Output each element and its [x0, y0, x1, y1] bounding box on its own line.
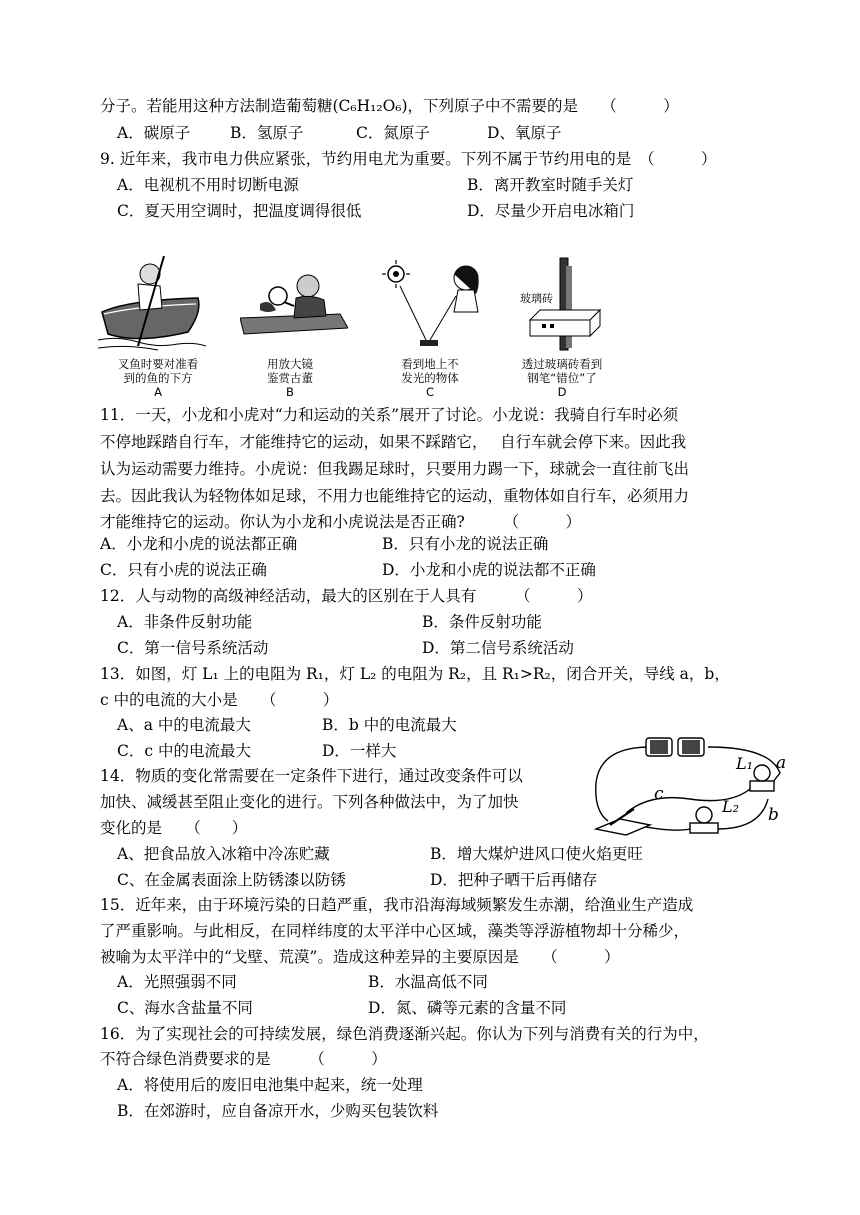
q13-option-d: D．一样大	[322, 742, 397, 760]
caption-letter-d: D	[557, 385, 567, 399]
q15-stem-line2: 了严重影响。与此相反，在同样纬度的太平洋中心区域，藻类等浮游植物却十分稀少，	[100, 922, 690, 940]
figure-caption-c	[372, 357, 488, 399]
q11-stem-line5: 才能维持它的运动。你认为小龙和小虎说法是否正确? （ ）	[100, 513, 582, 531]
q8-option-c: C．氮原子	[356, 124, 430, 142]
caption-d-line1: 透过玻璃砖看到	[521, 357, 603, 371]
circuit-label-l1: L₁	[736, 754, 754, 773]
q14-option-c: C、在金属表面涂上防锈漆以防锈	[117, 871, 346, 889]
q15-option-b: B．水温高低不同	[368, 973, 488, 991]
q14-stem-line1: 14．物质的变化常需要在一定条件下进行，通过改变条件可以	[100, 767, 523, 785]
caption-b-line2: 鉴赏古董	[267, 371, 313, 385]
caption-b-line1: 用放大镜	[267, 357, 313, 371]
q11-option-d: D．小龙和小虎的说法都不正确	[382, 561, 596, 579]
circuit-label-a: a	[776, 753, 787, 773]
q9-option-b: B．离开教室时随手关灯	[467, 176, 634, 194]
q15-option-d: D．氮、磷等元素的含量不同	[368, 999, 567, 1017]
q11-stem-line3: 认为运动需要力维持。小虎说：但我踢足球时，只要用力踢一下，球就会一直往前飞出	[100, 460, 690, 478]
q8-option-a: A．碳原子	[117, 124, 191, 142]
q12-option-b: B．条件反射功能	[422, 613, 542, 631]
caption-letter-b: B	[286, 385, 294, 399]
q15-option-a: A．光照强弱不同	[117, 973, 237, 991]
q15-stem-line3: 被喻为太平洋中的“戈壁、荒漠”。造成这种差异的主要原因是 （ ）	[100, 948, 620, 966]
glass-brick-label: 玻璃砖	[520, 292, 553, 305]
circuit-label-c: c	[654, 784, 664, 804]
q16-stem-line1: 16．为了实现社会的可持续发展，绿色消费逐渐兴起。你认为下列与消费有关的行为中，	[100, 1025, 709, 1043]
q12-option-c: C．第一信号系统活动	[117, 639, 269, 657]
caption-a-line1: 叉鱼时要对准看	[117, 357, 199, 371]
q14-stem-line2: 加快、减缓甚至阻止变化的进行。下列各种做法中，为了加快	[100, 793, 519, 811]
q12-option-d: D．第二信号系统活动	[422, 639, 574, 657]
q9-option-d: D．尽量少开启电冰箱门	[467, 202, 635, 220]
q16-option-b: B．在郊游时，应自备凉开水，少购买包装饮料	[117, 1102, 439, 1120]
caption-c-line1: 看到地上不	[401, 357, 459, 371]
caption-d-line2: 钢笔“错位”了	[527, 371, 597, 385]
q8-stem: 分子。若能用这种方法制造葡萄糖(C₆H₁₂O₆)，下列原子中不需要的是 （ ）	[100, 97, 679, 115]
q15-stem-line1: 15．近年来，由于环境污染的日趋严重，我市沿海海域频繁发生赤潮，给渔业生产造成	[100, 896, 694, 914]
q12-option-a: A．非条件反射功能	[117, 613, 253, 631]
q13-stem-line2: c 中的电流的大小是 （ ）	[100, 691, 339, 709]
q9-option-c: C．夏天用空调时，把温度调得很低	[117, 202, 362, 220]
q14-option-a: A、把食品放入冰箱中冷冻贮藏	[117, 845, 330, 863]
q11-stem-line1: 11．一天，小龙和小虎对“力和运动的关系”展开了讨论。小龙说：我骑自行车时必须	[100, 406, 679, 424]
q11-stem-line2: 不停地踩踏自行车，才能维持它的运动，如果不踩踏它， 自行车就会停下来。因此我	[100, 433, 687, 451]
caption-c-line2: 发光的物体	[401, 371, 459, 385]
q11-option-a: A．小龙和小虎的说法都正确	[100, 535, 298, 553]
q8-option-b: B．氢原子	[230, 124, 304, 142]
q14-option-d: D．把种子晒干后再储存	[430, 871, 598, 889]
q12-stem: 12．人与动物的高级神经活动，最大的区别在于人具有 （ ）	[100, 587, 593, 605]
q11-stem-line4: 去。因此我认为轻物体如足球，不用力也能维持它的运动，重物体如自行车，必须用力	[100, 487, 690, 505]
q13-option-c: C．c 中的电流最大	[117, 742, 251, 760]
caption-letter-c: C	[425, 385, 435, 399]
q9-option-a: A．电视机不用时切断电源	[117, 176, 299, 194]
q13-stem-line1: 13．如图，灯 L₁ 上的电阻为 R₁，灯 L₂ 的电阻为 R₂，且 R₁>R₂，闭合开关，导线 a，b，	[100, 665, 730, 683]
q16-stem-line2: 不符合绿色消费要求的是 （ ）	[100, 1050, 387, 1068]
q13-option-a: A、a 中的电流最大	[117, 716, 251, 734]
magnifier-antique-illustration	[240, 268, 348, 340]
q16-option-a: A．将使用后的废旧电池集中起来，统一处理	[117, 1076, 423, 1094]
q11-option-c: C．只有小虎的说法正确	[100, 561, 267, 579]
q11-option-b: B．只有小龙的说法正确	[382, 535, 549, 553]
caption-a-line2: 到的鱼的下方	[123, 371, 193, 385]
q14-stem-line3: 变化的是 （ ）	[100, 819, 248, 837]
figure-caption-b	[232, 357, 348, 399]
caption-letter-a: A	[154, 385, 162, 399]
circuit-label-l2: L₂	[722, 797, 740, 816]
figure-caption-a	[100, 357, 216, 399]
q15-option-c: C、海水含盐量不同	[117, 999, 253, 1017]
q13-option-b: B．b 中的电流最大	[322, 716, 457, 734]
q14-option-b: B．增大煤炉进风口使火焰更旺	[430, 845, 643, 863]
q9-stem: 9. 近年来，我市电力供应紧张，节约用电尤为重要。下列不属于节约用电的是 （ ）	[100, 150, 717, 168]
spear-fishing-illustration	[98, 252, 206, 354]
figure-caption-d	[504, 357, 620, 399]
q8-option-d: D、氧原子	[487, 124, 562, 142]
glass-brick-pen-illustration	[520, 256, 620, 356]
reflection-illustration	[372, 256, 492, 356]
circuit-label-b: b	[768, 805, 779, 825]
